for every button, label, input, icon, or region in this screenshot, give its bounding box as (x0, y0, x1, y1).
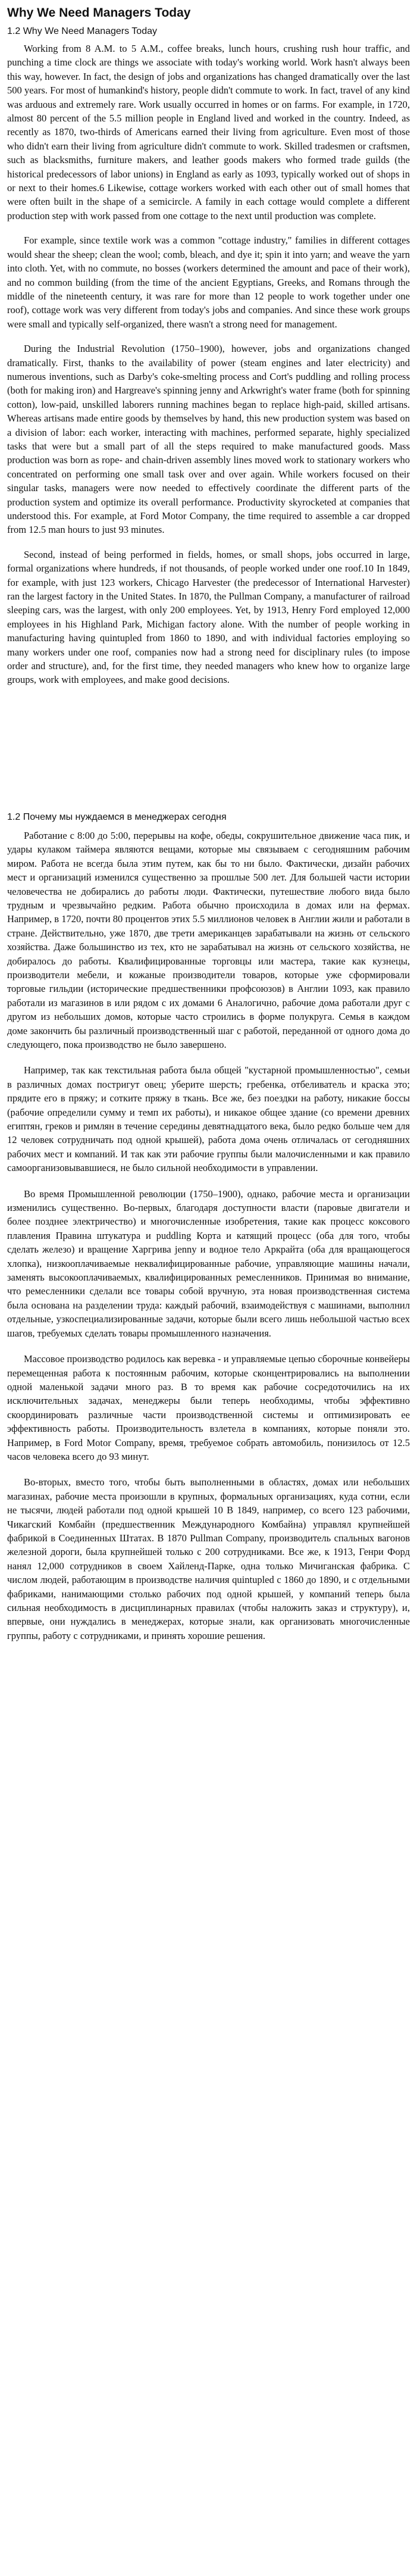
english-section (7, 25, 410, 687)
russian-paragraph-4: Массовое производство родилось как веревка - и управляемые цепью сборочные конвейеры перемещенная работа к постоянным рабочим, которые сконцентрировались на выполнении одной маленькой задачи много раз. В то время как рабочие сосредоточились на их исключительных задачах, менеджеры были теперь необходимы, чтобы эффективно скоординировать различные части производственной системы и оптимизировать ее эффективность работы. Производительность взлетела в компаниях, которые поняли это. Например, в Ford Motor Company, время, требуемое собрать автомобиль, понизилось от 12.5 часов человека всего до 93 минут. (7, 1353, 410, 1462)
russian-section (7, 811, 410, 1643)
english-paragraph-4: Second, instead of being performed in fields, homes, or small shops, jobs occurred in large, formal organizations where hundreds, if not thousands, of people worked under one roof.10 In 1849, for example, with just 123 workers, Chicago Harvester (the predecessor of International Harvester) ran the largest factory in the United States. In 1870, the Pullman Company, a manufacturer of railroad sleeping cars, was the largest, with only 200 employees. Yet, by 1913, Henry Ford employed 12,000 employees in his Highland Park, Michigan factory alone. With the number of people working in manufacturing having quintupled from 1860 to 1890, and with individual factories employing so many workers under one roof, companies now had a strong need for disciplinary rules (to impose order and structure), and, for the first time, they needed managers who knew how to organize large groups, work with employees, and make good decisions. (7, 548, 410, 686)
russian-paragraph-1: Работание с 8:00 до 5:00, перерывы на кофе, обеды, сокрушительное движение часа пик, и удары кулаком таймера являются вещами, которые мы связываем с сегодняшним рабочим миром. Работа не всегда была этим путем, как бы то ни было. Фактически, дизайн рабочих мест и организаций изменился существенно за прошлые 500 лет. Для большей части истории человечества не добирались до работы люди. Фактически, путешествие любого вида было трудным и чрезвычайно редким. Работа обычно происходила в домах или на фермах. Например, в 1720, почти 80 процентов этих 5.5 миллионов человек в Англии жили и работали в стране. Действительно, уже 1870, две трети американцев зарабатывали на жизнь от сельского хозяйства. Даже большинство из тех, кто не зарабатывал на жизнь от сельского хозяйства, не добиралось до работы. Квалифицированные торговцы или мастера, такие как кузнецы, производители мебели, и кожаные производители товаров, которые уже сформировали торговые гильдии (исторические предшественники профсоюзов) в Англии 1093, как правило работали из магазинов в или рядом с их домами 6 Аналогично, рабочие дома работали друг с другом из небольших домов, которые часто строились в форме полукруга. Семья в каждом доме закончить бы различный производственный шаг с работой, переданной от одного дома до следующего, пока производство не было завершено. (7, 829, 410, 1050)
english-paragraph-3: During the Industrial Revolution (1750–1900), however, jobs and organizations changed dramatically. First, thanks to the availability of power (steam engines and later electricity) and numerous inventions, such as Darby's coke-smelting process and Cort's puddling and rolling process (both for making iron) and Hargreave's spinning jenny and Arkwright's water frame (both for spinning cotton), low-paid, unskilled laborers running machines began to replace high-paid, skilled artisans. Whereas artisans made entire goods by themselves by hand, this new production system was based on a division of labor: each worker, interacting with machines, performed separate, highly specialized tasks that were but a small part of all the steps required to make manufactured goods. Mass production was born as rope- and chain-driven assembly lines moved work to stationary workers who concentrated on performing one small task over and over again. While workers focused on their singular tasks, managers were now needed to effectively coordinate the different parts of the production system and optimize its overall performance. Productivity skyrocketed at companies that understood this. For example, at Ford Motor Company, the time required to assemble a car dropped from 12.5 man hours to just 93 minutes. (7, 343, 410, 536)
document-title: Why We Need Managers Today (7, 6, 191, 20)
section-gap (7, 698, 410, 811)
english-paragraph-2: For example, since textile work was a common "cottage industry," families in different cottages would shear the sheep; clean the wool; comb, bleach, and dye it; spin it into yarn; and weave the yarn into cloth. Yet, with no commute, no bosses (workers determined the amount and pace of their work), and no common building (from the time of the ancient Egyptians, Greeks, and Romans through the middle of the nineteenth century, it was rare for more than 12 people to work together under one roof), cottage work was very different from today's jobs and companies. And since these work groups were small and typically self-organized, there wasn't a strong need for management. (7, 235, 410, 330)
russian-paragraph-5: Во-вторых, вместо того, чтобы быть выполненными в областях, домах или небольших магазинах, рабочие места произошли в крупных, формальных организациях, куда сотни, если не тысячи, людей работали под одной крышей 10 В 1849, например, со всего 123 рабочими, Чикагский Комбайн (предшественник Международного Комбайна) управлял крупнейшей фабрикой в Соединенных Штатах. В 1870 Pullman Company, производитель спальных вагонов железной дороги, была крупнейшей только с 200 сотрудниками. Все же, к 1913, Генри Форд нанял 12,000 сотрудников в своем Хайленд-Парке, одна только Мичиганская фабрика. С числом людей, работающим в производстве наличия quintupled с 1860 до 1890, и с отдельными фабриками, нанимающими столько рабочих под одной крышей, у компаний теперь была сильная необходимость в дисциплинарных правилах (чтобы наложить заказ и структуру), и, впервые, они нуждались в менеджерах, которые знали, как организовать многочисленные группы, работу с сотрудниками, и принять хорошие решения. (7, 1476, 410, 1641)
russian-paragraph-2: Например, так как текстильная работа была общей "кустарной промышленностью", семьи в различных домах постригут овец; уберите шерсть; гребенка, отбеливатель и краска это; прядите его в пряжу; и сотките пряжу в ткань. Все же, без поездки на работу, никакие боссы (рабочие определили сумму и темп их работы), и никакое общее здание (со времени древних египтян, греков и римлян в течение середины девятнадцатого века, было редко больше чем для 12 человек сотрудничать под одной крышей), работа дома очень отличалась от сегодняшних рабочих мест и компаний. И так как эти рабочие группы были малочисленными и как правило самоорганизовывавшиеся, не было сильной необходимости в управлении. (7, 1064, 410, 1174)
english-paragraph-1: Working from 8 A.M. to 5 A.M., coffee breaks, lunch hours, crushing rush hour traffic, and punching a time clock are things we associate with today's working world. Work hasn't always been this way, however. In fact, the design of jobs and organizations has changed dramatically over the last 500 years. For most of humankind's history, people didn't commute to work. In fact, travel of any kind was arduous and extremely rare. Work usually occurred in homes or on farms. For example, in 1720, almost 80 percent of the 5.5 million people in England lived and worked in the country. Indeed, as recently as 1870, two-thirds of Americans earned their living from agriculture. Even most of those who didn't earn their living from agriculture didn't commute to work. Skilled tradesmen or craftsmen, such as blacksmiths, furniture makers, and leather goods makers who formed trade guilds (the historical predecessors of labor unions) in England as early as 1093, typically worked out of shops in or next to their homes.6 Likewise, cottage workers worked with each other out of small homes that were often built in the shape of a semicircle. A family in each cottage would complete a different production step with work passed from one cottage to the next until production was complete. (7, 43, 410, 221)
english-section-heading: 1.2 Why We Need Managers Today (7, 26, 157, 36)
russian-section-heading: 1.2 Почему мы нуждаемся в менеджерах сегодня (7, 811, 227, 822)
russian-paragraph-3: Во время Промышленной революции (1750–1900), однако, рабочие места и организации изменились существенно. Во-первых, благодаря доступности власти (паровые двигатели и более позднее электричество) и многочисленные изобретения, такие как процесс коксового плавления Правина штукатура и puddling Корта и катящий процесс (оба для того, чтобы сделать железо) и вращение Харгрива jenny и водное тело Аркрайта (оба для вращающегося хлопка), низкооплачиваемые неквалифицированные рабочие, управляющие машины начали, заменять высокооплачиваемых, квалифицированных ремесленников. Принимая во внимание, что ремесленники сделали все товары собой вручную, эта новая производственная система была основана на разделении труда: каждый рабочий, взаимодействуя с машинами, выполнил отдельные, узкоспециализированные задачи, которые были всего лишь небольшой частью всех шагов, требуемых сделать товары промышленного назначения. (7, 1188, 410, 1339)
